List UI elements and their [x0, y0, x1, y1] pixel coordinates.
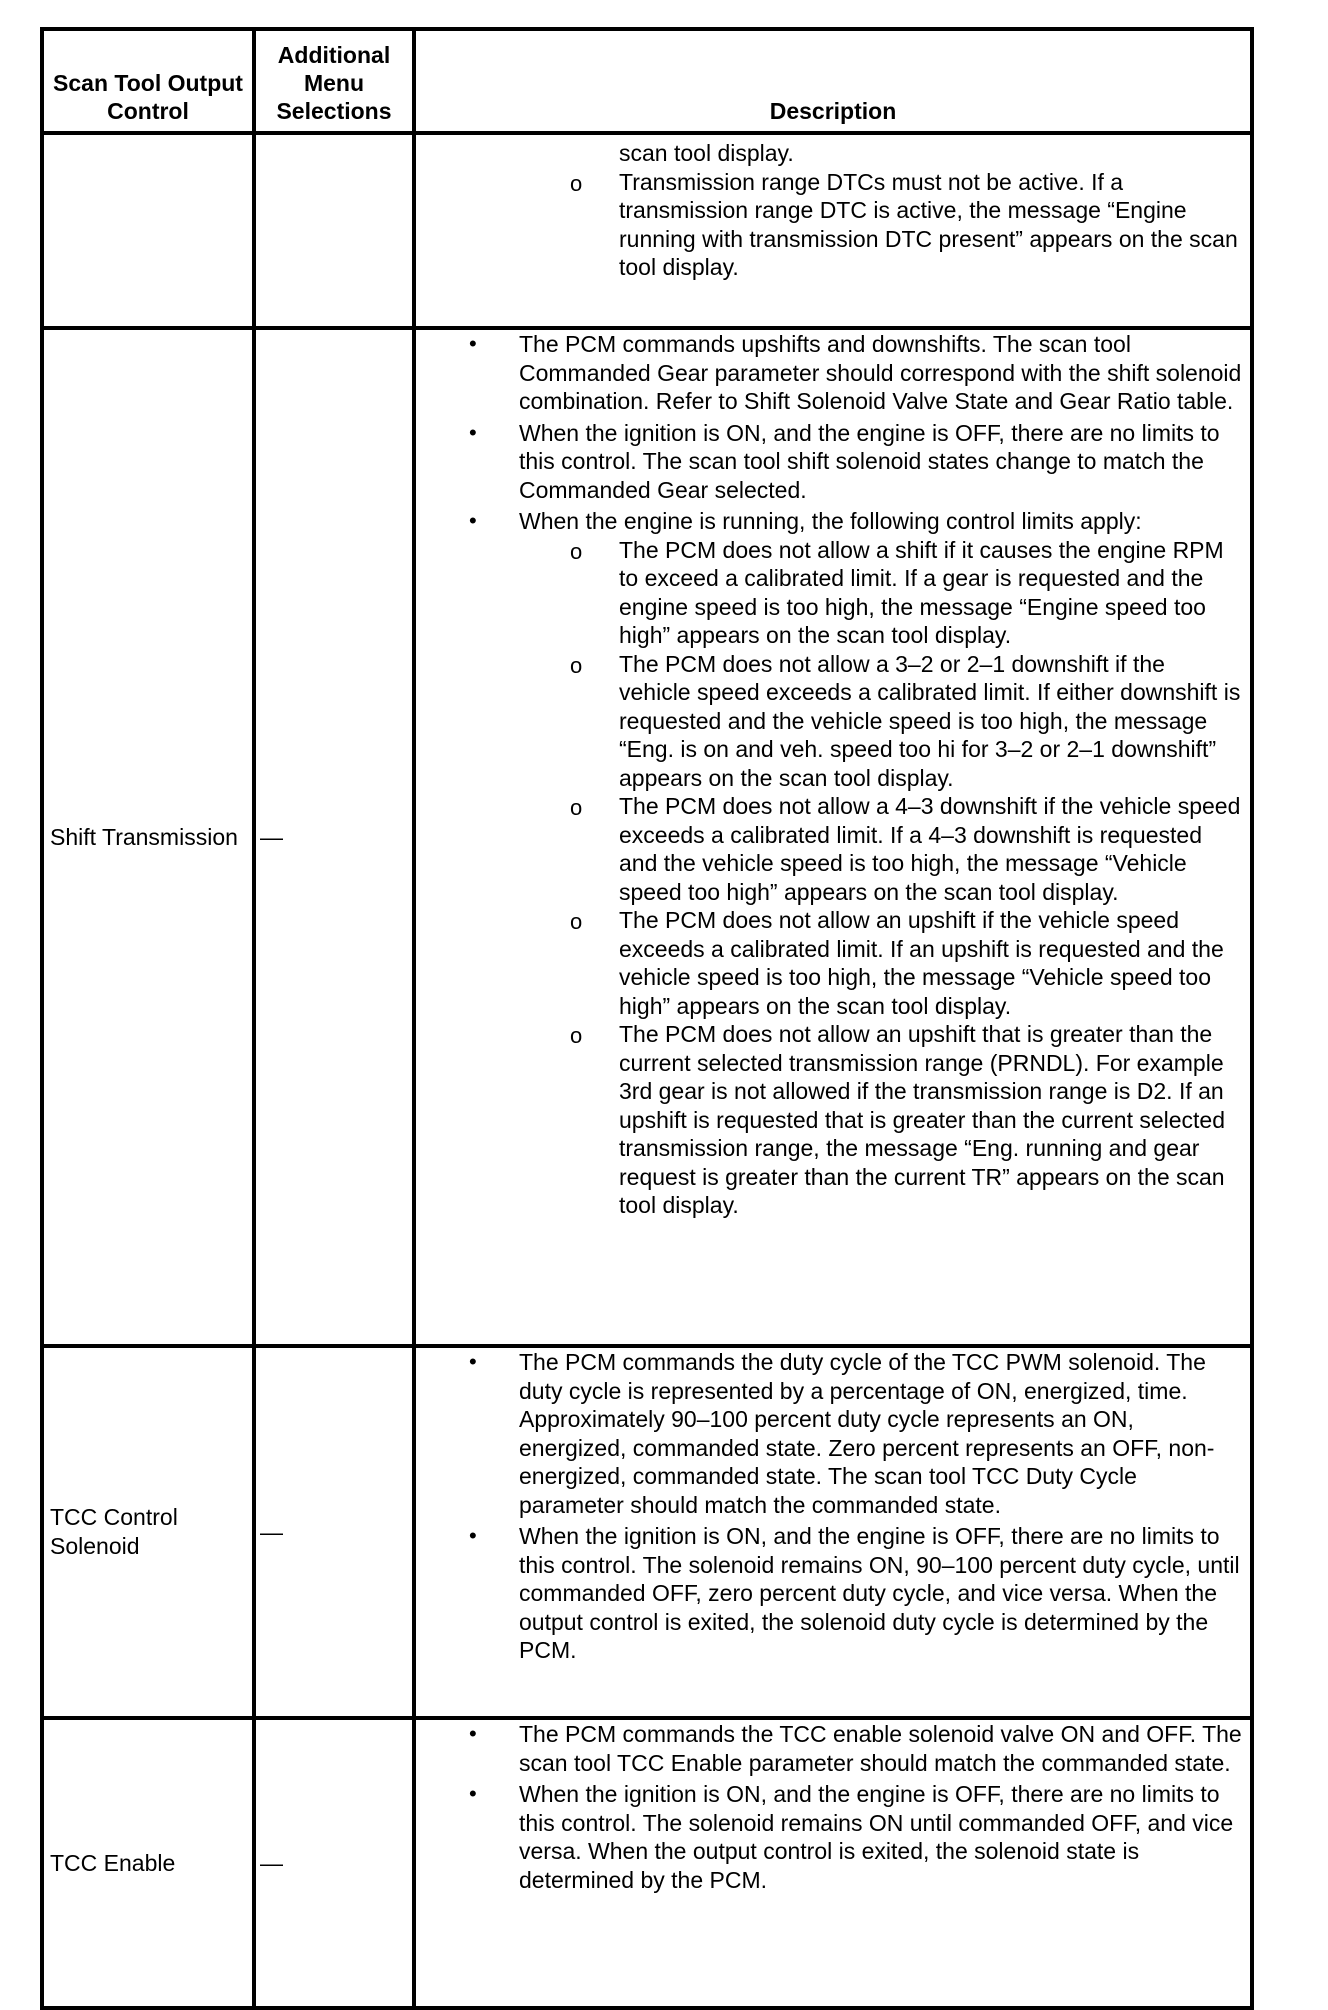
bullet-item: [416, 1522, 1250, 1665]
description-cell: [414, 1346, 1252, 1718]
menu-selection: —: [254, 1346, 414, 1718]
table-row-shift-transmission: [42, 328, 1252, 1346]
description-cell: [414, 328, 1252, 1346]
bullet-text: The PCM commands upshifts and downshifts. The scan tool Commanded Gear parameter should correspond with the shift solenoid combination. Refer to Shift Solenoid Valve State and Gear Ratio table.: [519, 331, 1242, 414]
bullet-item: [416, 1720, 1250, 1777]
sub-list-item: [416, 650, 1250, 793]
bullet-icon: •: [469, 508, 477, 533]
bullet-item: [416, 1780, 1250, 1894]
bullet-text: When the ignition is ON, and the engine is OFF, there are no limits to this control. The solenoid remains ON, 90–100 percent duty cycle, until commanded OFF, zero percent duty cycle, and vice versa. When the output control is exited, the solenoid duty cycle is determined by the PCM.: [519, 1523, 1240, 1663]
bullet-icon: •: [469, 419, 477, 445]
sub-list-item: [416, 906, 1250, 1020]
menu-selection: —: [254, 328, 414, 1346]
menu-selection: —: [254, 1718, 414, 2008]
sub-list-item: [416, 168, 1250, 282]
circle-bullet-icon: o: [570, 1023, 583, 1048]
sub-list-item: [416, 536, 1250, 650]
header-scan-tool-output-control: Scan Tool Output Control: [42, 29, 254, 133]
sub-item-text: Transmission range DTCs must not be active. If a transmission range DTC is active, the message “Engine running with transmission DTC present” appears on the scan tool display.: [619, 168, 1238, 280]
sub-list-item: [416, 1020, 1250, 1220]
bullet-item: [416, 330, 1250, 416]
bullet-item: [416, 419, 1250, 505]
control-name: Shift Transmission: [42, 328, 254, 1346]
bullet-icon: •: [469, 1349, 477, 1374]
table-row-tcc-control-solenoid: [42, 1346, 1252, 1718]
circle-bullet-icon: o: [570, 909, 583, 934]
output-control-table: [40, 27, 1254, 2010]
sub-item-text: The PCM does not allow a 3–2 or 2–1 downshift if the vehicle speed exceeds a calibrated limit. If either downshift is requested and the vehicle speed is too high, the message “Eng. is on and veh. speed too hi for 3–2 or 2–1 downshift” appears on the scan tool display.: [619, 650, 1241, 791]
bullet-text: The PCM commands the duty cycle of the TCC PWM solenoid. The duty cycle is represented by a percentage of ON, energized, time. Approximately 90–100 percent duty cycle represents an ON, energized, commanded state. Zero percent represents an OFF, non-energized, commanded state. The scan tool TCC Duty Cycle parameter should match the commanded state.: [519, 1349, 1215, 1518]
header-description: Description: [414, 29, 1252, 133]
bullet-text: When the ignition is ON, and the engine is OFF, there are no limits to this control. The solenoid remains ON until commanded OFF, and vice versa. When the output control is exited, the solenoid state is determined by the PCM.: [519, 1781, 1234, 1893]
bullet-icon: •: [469, 1721, 477, 1746]
circle-bullet-icon: o: [570, 652, 583, 678]
bullet-icon: •: [469, 331, 477, 356]
sub-item-text: The PCM does not allow an upshift that is greater than the current selected transmission range (PRNDL). For example 3rd gear is not allowed if the transmission range is D2. If an upshift is requested that is greater than the current selected transmission range, the message “Eng. running and gear request is greater than the current TR” appears on the scan tool display.: [619, 1021, 1226, 1218]
bullet-icon: •: [469, 1523, 477, 1548]
header-row: [42, 29, 1252, 133]
bullet-text: The PCM commands the TCC enable solenoid valve ON and OFF. The scan tool TCC Enable parameter should match the commanded state.: [519, 1721, 1242, 1776]
bullet-text: When the ignition is ON, and the engine is OFF, there are no limits to this control. The scan tool shift solenoid states change to match the Commanded Gear selected.: [519, 419, 1220, 503]
sub-item-text: The PCM does not allow a shift if it causes the engine RPM to exceed a calibrated limit. If a gear is requested and the engine speed is too high, the message “Engine speed too high” appears on the scan tool display.: [619, 536, 1224, 648]
circle-bullet-icon: o: [570, 795, 583, 820]
bullet-item: [416, 507, 1250, 536]
bullet-text: When the engine is running, the following control limits apply:: [519, 508, 1142, 534]
header-additional-menu-selections: Additional Menu Selections: [254, 29, 414, 133]
control-cell-empty: [42, 133, 254, 328]
table-row-continuation: [42, 133, 1252, 328]
sub-item-text: The PCM does not allow a 4–3 downshift if the vehicle speed exceeds a calibrated limit. If a 4–3 downshift is requested and the vehicle speed is too high, the message “Vehicle speed too high” appears on the scan tool display.: [619, 793, 1241, 905]
control-name: TCC Control Solenoid: [42, 1346, 254, 1718]
circle-bullet-icon: o: [570, 538, 583, 564]
bullet-icon: •: [469, 1781, 477, 1806]
table-row-tcc-enable: [42, 1718, 1252, 2008]
description-cell: [414, 133, 1252, 328]
continuation-text: scan tool display.: [619, 140, 794, 166]
sub-item-text: The PCM does not allow an upshift if the vehicle speed exceeds a calibrated limit. If an upshift is requested and the vehicle speed is too high, the message “Vehicle speed too high” appears on the scan tool display.: [619, 907, 1224, 1019]
bullet-item: [416, 1348, 1250, 1519]
sub-list-item: [416, 792, 1250, 906]
circle-bullet-icon: o: [570, 170, 583, 196]
description-cell: [414, 1718, 1252, 2008]
menu-cell-empty: [254, 133, 414, 328]
control-name: TCC Enable: [42, 1718, 254, 2008]
